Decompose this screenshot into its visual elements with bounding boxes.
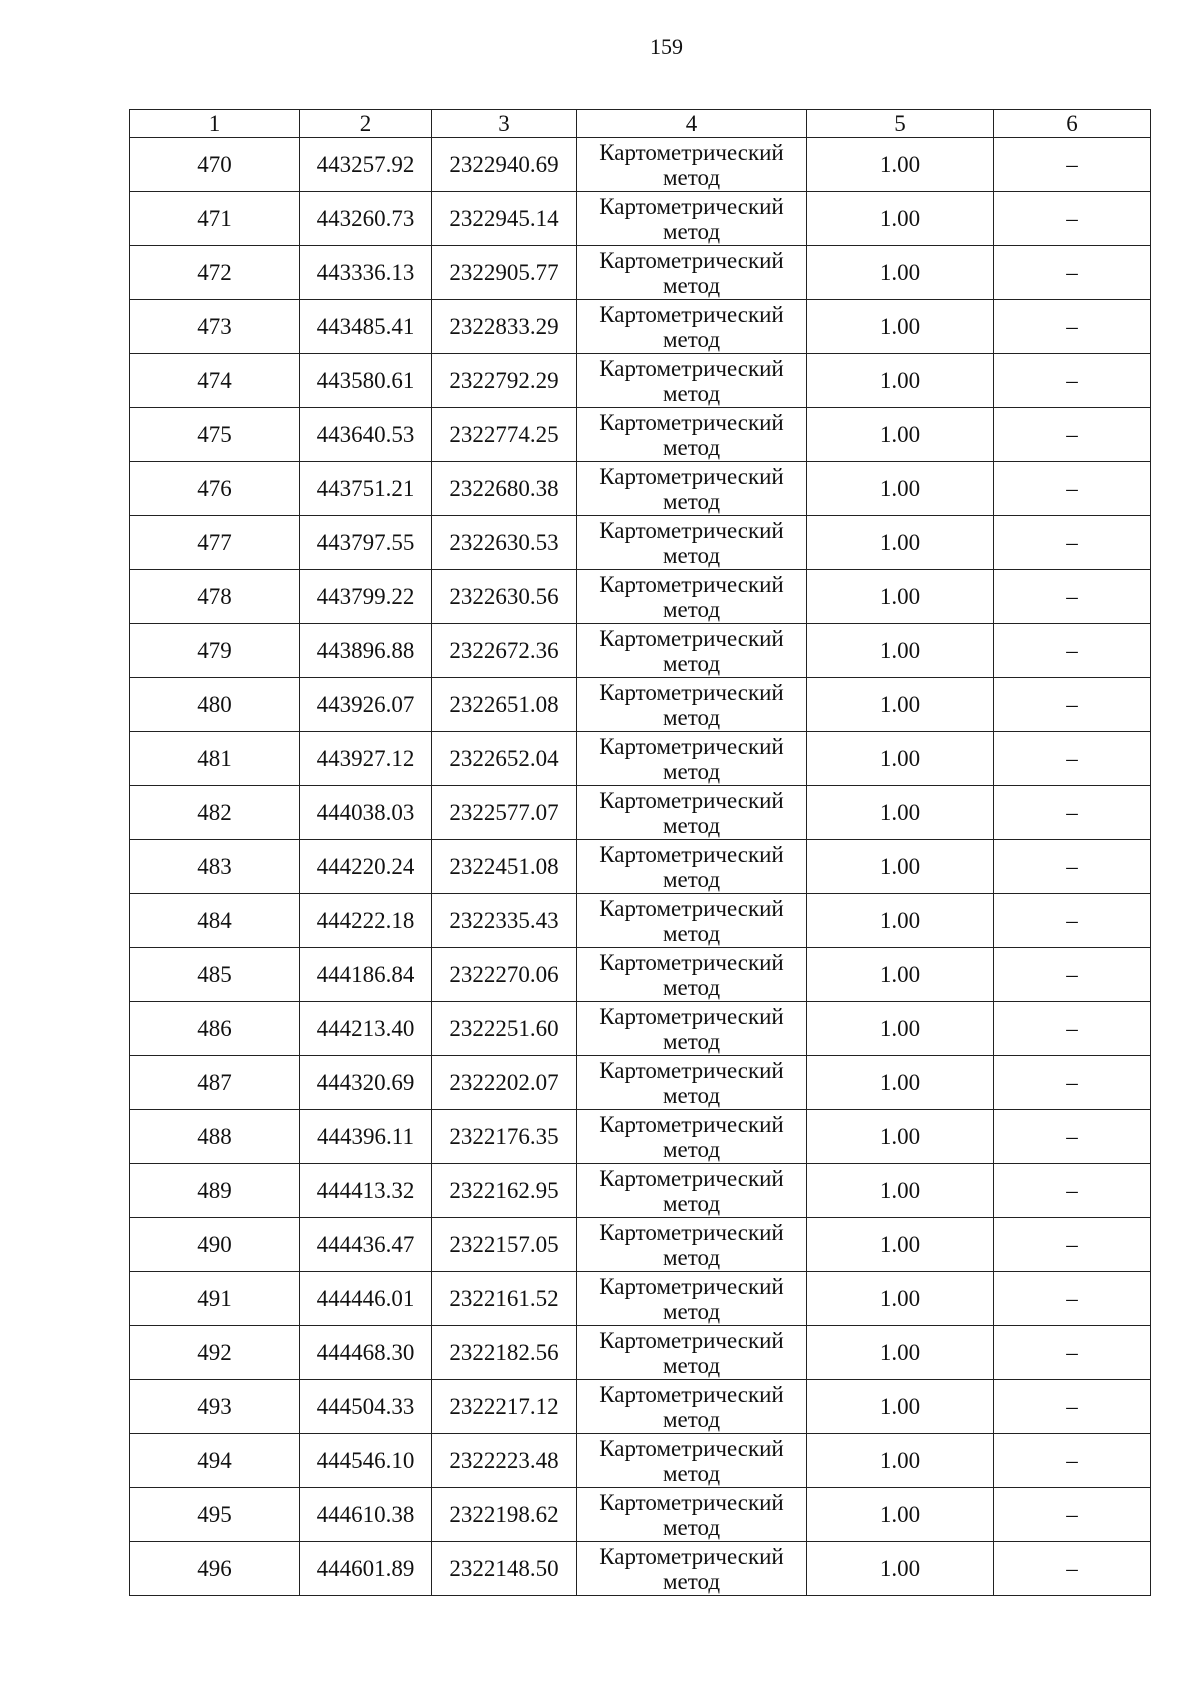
x-coordinate-cell: 444320.69 [300, 1056, 432, 1110]
y-coordinate-cell: 2322651.08 [432, 678, 577, 732]
method-line-1: Картометрический [599, 1219, 784, 1245]
point-number-cell: 484 [130, 894, 300, 948]
note-cell: – [994, 894, 1151, 948]
table-row [130, 840, 1151, 894]
note-cell: – [994, 1380, 1151, 1434]
x-coordinate-cell: 444446.01 [300, 1272, 432, 1326]
accuracy-cell: 1.00 [807, 786, 994, 840]
note-cell: – [994, 516, 1151, 570]
point-number-cell: 486 [130, 1002, 300, 1056]
y-coordinate-cell: 2322182.56 [432, 1326, 577, 1380]
point-number-cell: 479 [130, 624, 300, 678]
x-coordinate-cell: 444396.11 [300, 1110, 432, 1164]
table-row [130, 1434, 1151, 1488]
x-coordinate-cell: 444601.89 [300, 1542, 432, 1596]
method-line-1: Картометрический [599, 1273, 784, 1299]
method-cell [577, 786, 807, 840]
y-coordinate-cell: 2322680.38 [432, 462, 577, 516]
x-coordinate-cell: 444186.84 [300, 948, 432, 1002]
method-line-2: метод [662, 1298, 721, 1324]
method-line-1: Картометрический [599, 301, 784, 327]
accuracy-cell: 1.00 [807, 246, 994, 300]
point-number-cell: 495 [130, 1488, 300, 1542]
x-coordinate-cell: 443257.92 [300, 138, 432, 192]
y-coordinate-cell: 2322148.50 [432, 1542, 577, 1596]
method-line-2: метод [662, 758, 721, 784]
table-row [130, 300, 1151, 354]
y-coordinate-cell: 2322630.56 [432, 570, 577, 624]
point-number-cell: 474 [130, 354, 300, 408]
note-cell: – [994, 1218, 1151, 1272]
method-line-2: метод [662, 650, 721, 676]
accuracy-cell: 1.00 [807, 1110, 994, 1164]
x-coordinate-cell: 443896.88 [300, 624, 432, 678]
header-cell-1: 1 [130, 110, 300, 138]
note-cell: – [994, 1002, 1151, 1056]
point-number-cell: 471 [130, 192, 300, 246]
point-number-cell: 492 [130, 1326, 300, 1380]
y-coordinate-cell: 2322202.07 [432, 1056, 577, 1110]
accuracy-cell: 1.00 [807, 1056, 994, 1110]
table-row [130, 1326, 1151, 1380]
y-coordinate-cell: 2322672.36 [432, 624, 577, 678]
note-cell: – [994, 1272, 1151, 1326]
method-line-2: метод [662, 1406, 721, 1432]
table-row [130, 1164, 1151, 1218]
table-row [130, 786, 1151, 840]
x-coordinate-cell: 443751.21 [300, 462, 432, 516]
x-coordinate-cell: 444220.24 [300, 840, 432, 894]
x-coordinate-cell: 444610.38 [300, 1488, 432, 1542]
y-coordinate-cell: 2322176.35 [432, 1110, 577, 1164]
accuracy-cell: 1.00 [807, 1218, 994, 1272]
y-coordinate-cell: 2322157.05 [432, 1218, 577, 1272]
header-cell-5: 5 [807, 110, 994, 138]
table-header [130, 110, 1151, 138]
point-number-cell: 482 [130, 786, 300, 840]
method-line-1: Картометрический [599, 949, 784, 975]
x-coordinate-cell: 443336.13 [300, 246, 432, 300]
y-coordinate-cell: 2322251.60 [432, 1002, 577, 1056]
x-coordinate-cell: 444222.18 [300, 894, 432, 948]
method-cell [577, 570, 807, 624]
table-row [130, 354, 1151, 408]
method-line-1: Картометрический [599, 1165, 784, 1191]
method-line-2: метод [662, 380, 721, 406]
method-line-1: Картометрический [599, 355, 784, 381]
header-cell-4: 4 [577, 110, 807, 138]
y-coordinate-cell: 2322451.08 [432, 840, 577, 894]
table-row [130, 138, 1151, 192]
point-number-cell: 490 [130, 1218, 300, 1272]
x-coordinate-cell: 444038.03 [300, 786, 432, 840]
x-coordinate-cell: 444546.10 [300, 1434, 432, 1488]
method-line-2: метод [662, 326, 721, 352]
x-coordinate-cell: 444213.40 [300, 1002, 432, 1056]
page-number: 159 [650, 34, 683, 59]
accuracy-cell: 1.00 [807, 840, 994, 894]
method-line-1: Картометрический [599, 1057, 784, 1083]
note-cell: – [994, 192, 1151, 246]
accuracy-cell: 1.00 [807, 1272, 994, 1326]
table-row [130, 732, 1151, 786]
method-cell [577, 624, 807, 678]
table-body [130, 138, 1151, 1596]
note-cell: – [994, 732, 1151, 786]
y-coordinate-cell: 2322630.53 [432, 516, 577, 570]
method-cell [577, 948, 807, 1002]
method-cell [577, 516, 807, 570]
x-coordinate-cell: 443927.12 [300, 732, 432, 786]
note-cell: – [994, 624, 1151, 678]
note-cell: – [994, 1164, 1151, 1218]
point-number-cell: 477 [130, 516, 300, 570]
method-cell [577, 1488, 807, 1542]
method-line-1: Картометрический [599, 1543, 784, 1569]
note-cell: – [994, 948, 1151, 1002]
header-cell-6: 6 [994, 110, 1151, 138]
method-line-2: метод [662, 1190, 721, 1216]
header-row [130, 110, 1151, 138]
y-coordinate-cell: 2322335.43 [432, 894, 577, 948]
accuracy-cell: 1.00 [807, 1326, 994, 1380]
y-coordinate-cell: 2322161.52 [432, 1272, 577, 1326]
header-cell-3: 3 [432, 110, 577, 138]
table-row [130, 1110, 1151, 1164]
x-coordinate-cell: 443799.22 [300, 570, 432, 624]
method-line-1: Картометрический [599, 841, 784, 867]
method-line-1: Картометрический [599, 787, 784, 813]
point-number-cell: 481 [130, 732, 300, 786]
point-number-cell: 476 [130, 462, 300, 516]
note-cell: – [994, 786, 1151, 840]
x-coordinate-cell: 443926.07 [300, 678, 432, 732]
method-cell [577, 1326, 807, 1380]
y-coordinate-cell: 2322217.12 [432, 1380, 577, 1434]
method-cell [577, 1056, 807, 1110]
accuracy-cell: 1.00 [807, 138, 994, 192]
method-line-2: метод [662, 542, 721, 568]
table-row [130, 246, 1151, 300]
point-number-cell: 488 [130, 1110, 300, 1164]
point-number-cell: 473 [130, 300, 300, 354]
note-cell: – [994, 678, 1151, 732]
method-cell [577, 840, 807, 894]
y-coordinate-cell: 2322774.25 [432, 408, 577, 462]
note-cell: – [994, 1056, 1151, 1110]
point-number-cell: 475 [130, 408, 300, 462]
accuracy-cell: 1.00 [807, 462, 994, 516]
method-cell [577, 1380, 807, 1434]
note-cell: – [994, 408, 1151, 462]
method-line-2: метод [662, 704, 721, 730]
point-number-cell: 494 [130, 1434, 300, 1488]
table-row [130, 948, 1151, 1002]
table-row [130, 1056, 1151, 1110]
y-coordinate-cell: 2322833.29 [432, 300, 577, 354]
table-row [130, 1542, 1151, 1596]
method-cell [577, 1002, 807, 1056]
x-coordinate-cell: 443580.61 [300, 354, 432, 408]
method-line-2: метод [662, 974, 721, 1000]
y-coordinate-cell: 2322940.69 [432, 138, 577, 192]
method-line-2: метод [662, 596, 721, 622]
accuracy-cell: 1.00 [807, 516, 994, 570]
method-line-1: Картометрический [599, 1435, 784, 1461]
method-line-2: метод [662, 488, 721, 514]
y-coordinate-cell: 2322792.29 [432, 354, 577, 408]
y-coordinate-cell: 2322198.62 [432, 1488, 577, 1542]
note-cell: – [994, 246, 1151, 300]
note-cell: – [994, 840, 1151, 894]
method-cell [577, 894, 807, 948]
table-row [130, 678, 1151, 732]
accuracy-cell: 1.00 [807, 678, 994, 732]
point-number-cell: 483 [130, 840, 300, 894]
method-cell [577, 246, 807, 300]
method-cell [577, 1164, 807, 1218]
y-coordinate-cell: 2322270.06 [432, 948, 577, 1002]
coordinates-table [129, 109, 1151, 1596]
note-cell: – [994, 1488, 1151, 1542]
method-line-2: метод [662, 1352, 721, 1378]
method-cell [577, 300, 807, 354]
method-line-1: Картометрический [599, 1111, 784, 1137]
accuracy-cell: 1.00 [807, 894, 994, 948]
table-row [130, 1380, 1151, 1434]
x-coordinate-cell: 443640.53 [300, 408, 432, 462]
method-line-1: Картометрический [599, 517, 784, 543]
method-cell [577, 732, 807, 786]
note-cell: – [994, 462, 1151, 516]
accuracy-cell: 1.00 [807, 1434, 994, 1488]
accuracy-cell: 1.00 [807, 1488, 994, 1542]
method-cell [577, 462, 807, 516]
method-line-1: Картометрический [599, 1327, 784, 1353]
method-cell [577, 408, 807, 462]
method-line-1: Картометрический [599, 625, 784, 651]
point-number-cell: 493 [130, 1380, 300, 1434]
method-line-1: Картометрический [599, 1003, 784, 1029]
note-cell: – [994, 1326, 1151, 1380]
method-line-2: метод [662, 164, 721, 190]
y-coordinate-cell: 2322652.04 [432, 732, 577, 786]
table-row [130, 516, 1151, 570]
accuracy-cell: 1.00 [807, 732, 994, 786]
method-cell [577, 1542, 807, 1596]
method-cell [577, 138, 807, 192]
note-cell: – [994, 300, 1151, 354]
method-line-1: Картометрический [599, 733, 784, 759]
method-cell [577, 192, 807, 246]
method-line-2: метод [662, 1514, 721, 1540]
accuracy-cell: 1.00 [807, 1380, 994, 1434]
table-row [130, 624, 1151, 678]
x-coordinate-cell: 444413.32 [300, 1164, 432, 1218]
method-cell [577, 354, 807, 408]
point-number-cell: 489 [130, 1164, 300, 1218]
accuracy-cell: 1.00 [807, 300, 994, 354]
note-cell: – [994, 1110, 1151, 1164]
method-line-2: метод [662, 1082, 721, 1108]
note-cell: – [994, 570, 1151, 624]
method-line-2: метод [662, 434, 721, 460]
note-cell: – [994, 138, 1151, 192]
y-coordinate-cell: 2322945.14 [432, 192, 577, 246]
accuracy-cell: 1.00 [807, 354, 994, 408]
y-coordinate-cell: 2322162.95 [432, 1164, 577, 1218]
method-line-2: метод [662, 218, 721, 244]
table-row [130, 570, 1151, 624]
method-line-1: Картометрический [599, 409, 784, 435]
point-number-cell: 485 [130, 948, 300, 1002]
table-row [130, 192, 1151, 246]
accuracy-cell: 1.00 [807, 1002, 994, 1056]
point-number-cell: 491 [130, 1272, 300, 1326]
y-coordinate-cell: 2322905.77 [432, 246, 577, 300]
point-number-cell: 472 [130, 246, 300, 300]
accuracy-cell: 1.00 [807, 570, 994, 624]
accuracy-cell: 1.00 [807, 1542, 994, 1596]
table-row [130, 1488, 1151, 1542]
method-line-1: Картометрический [599, 1381, 784, 1407]
note-cell: – [994, 1434, 1151, 1488]
point-number-cell: 496 [130, 1542, 300, 1596]
method-line-2: метод [662, 272, 721, 298]
table-row [130, 1272, 1151, 1326]
method-cell [577, 1110, 807, 1164]
method-line-1: Картометрический [599, 247, 784, 273]
x-coordinate-cell: 444468.30 [300, 1326, 432, 1380]
method-line-1: Картометрический [599, 571, 784, 597]
point-number-cell: 470 [130, 138, 300, 192]
point-number-cell: 478 [130, 570, 300, 624]
method-line-1: Картометрический [599, 679, 784, 705]
method-line-1: Картометрический [599, 1489, 784, 1515]
table-row [130, 1002, 1151, 1056]
accuracy-cell: 1.00 [807, 1164, 994, 1218]
method-cell [577, 1272, 807, 1326]
method-cell [577, 1434, 807, 1488]
method-line-1: Картометрический [599, 193, 784, 219]
method-cell [577, 678, 807, 732]
y-coordinate-cell: 2322223.48 [432, 1434, 577, 1488]
method-line-2: метод [662, 1028, 721, 1054]
table-row [130, 1218, 1151, 1272]
header-cell-2: 2 [300, 110, 432, 138]
note-cell: – [994, 354, 1151, 408]
accuracy-cell: 1.00 [807, 624, 994, 678]
method-line-1: Картометрический [599, 463, 784, 489]
method-line-2: метод [662, 1244, 721, 1270]
note-cell: – [994, 1542, 1151, 1596]
y-coordinate-cell: 2322577.07 [432, 786, 577, 840]
table-row [130, 894, 1151, 948]
point-number-cell: 480 [130, 678, 300, 732]
method-line-2: метод [662, 812, 721, 838]
point-number-cell: 487 [130, 1056, 300, 1110]
method-line-1: Картометрический [599, 139, 784, 165]
accuracy-cell: 1.00 [807, 948, 994, 1002]
accuracy-cell: 1.00 [807, 192, 994, 246]
method-line-2: метод [662, 920, 721, 946]
method-line-1: Картометрический [599, 895, 784, 921]
x-coordinate-cell: 444504.33 [300, 1380, 432, 1434]
method-line-2: метод [662, 866, 721, 892]
table-row [130, 408, 1151, 462]
x-coordinate-cell: 444436.47 [300, 1218, 432, 1272]
method-line-2: метод [662, 1568, 721, 1594]
x-coordinate-cell: 443797.55 [300, 516, 432, 570]
x-coordinate-cell: 443485.41 [300, 300, 432, 354]
method-line-2: метод [662, 1136, 721, 1162]
method-cell [577, 1218, 807, 1272]
table-row [130, 462, 1151, 516]
x-coordinate-cell: 443260.73 [300, 192, 432, 246]
accuracy-cell: 1.00 [807, 408, 994, 462]
method-line-2: метод [662, 1460, 721, 1486]
